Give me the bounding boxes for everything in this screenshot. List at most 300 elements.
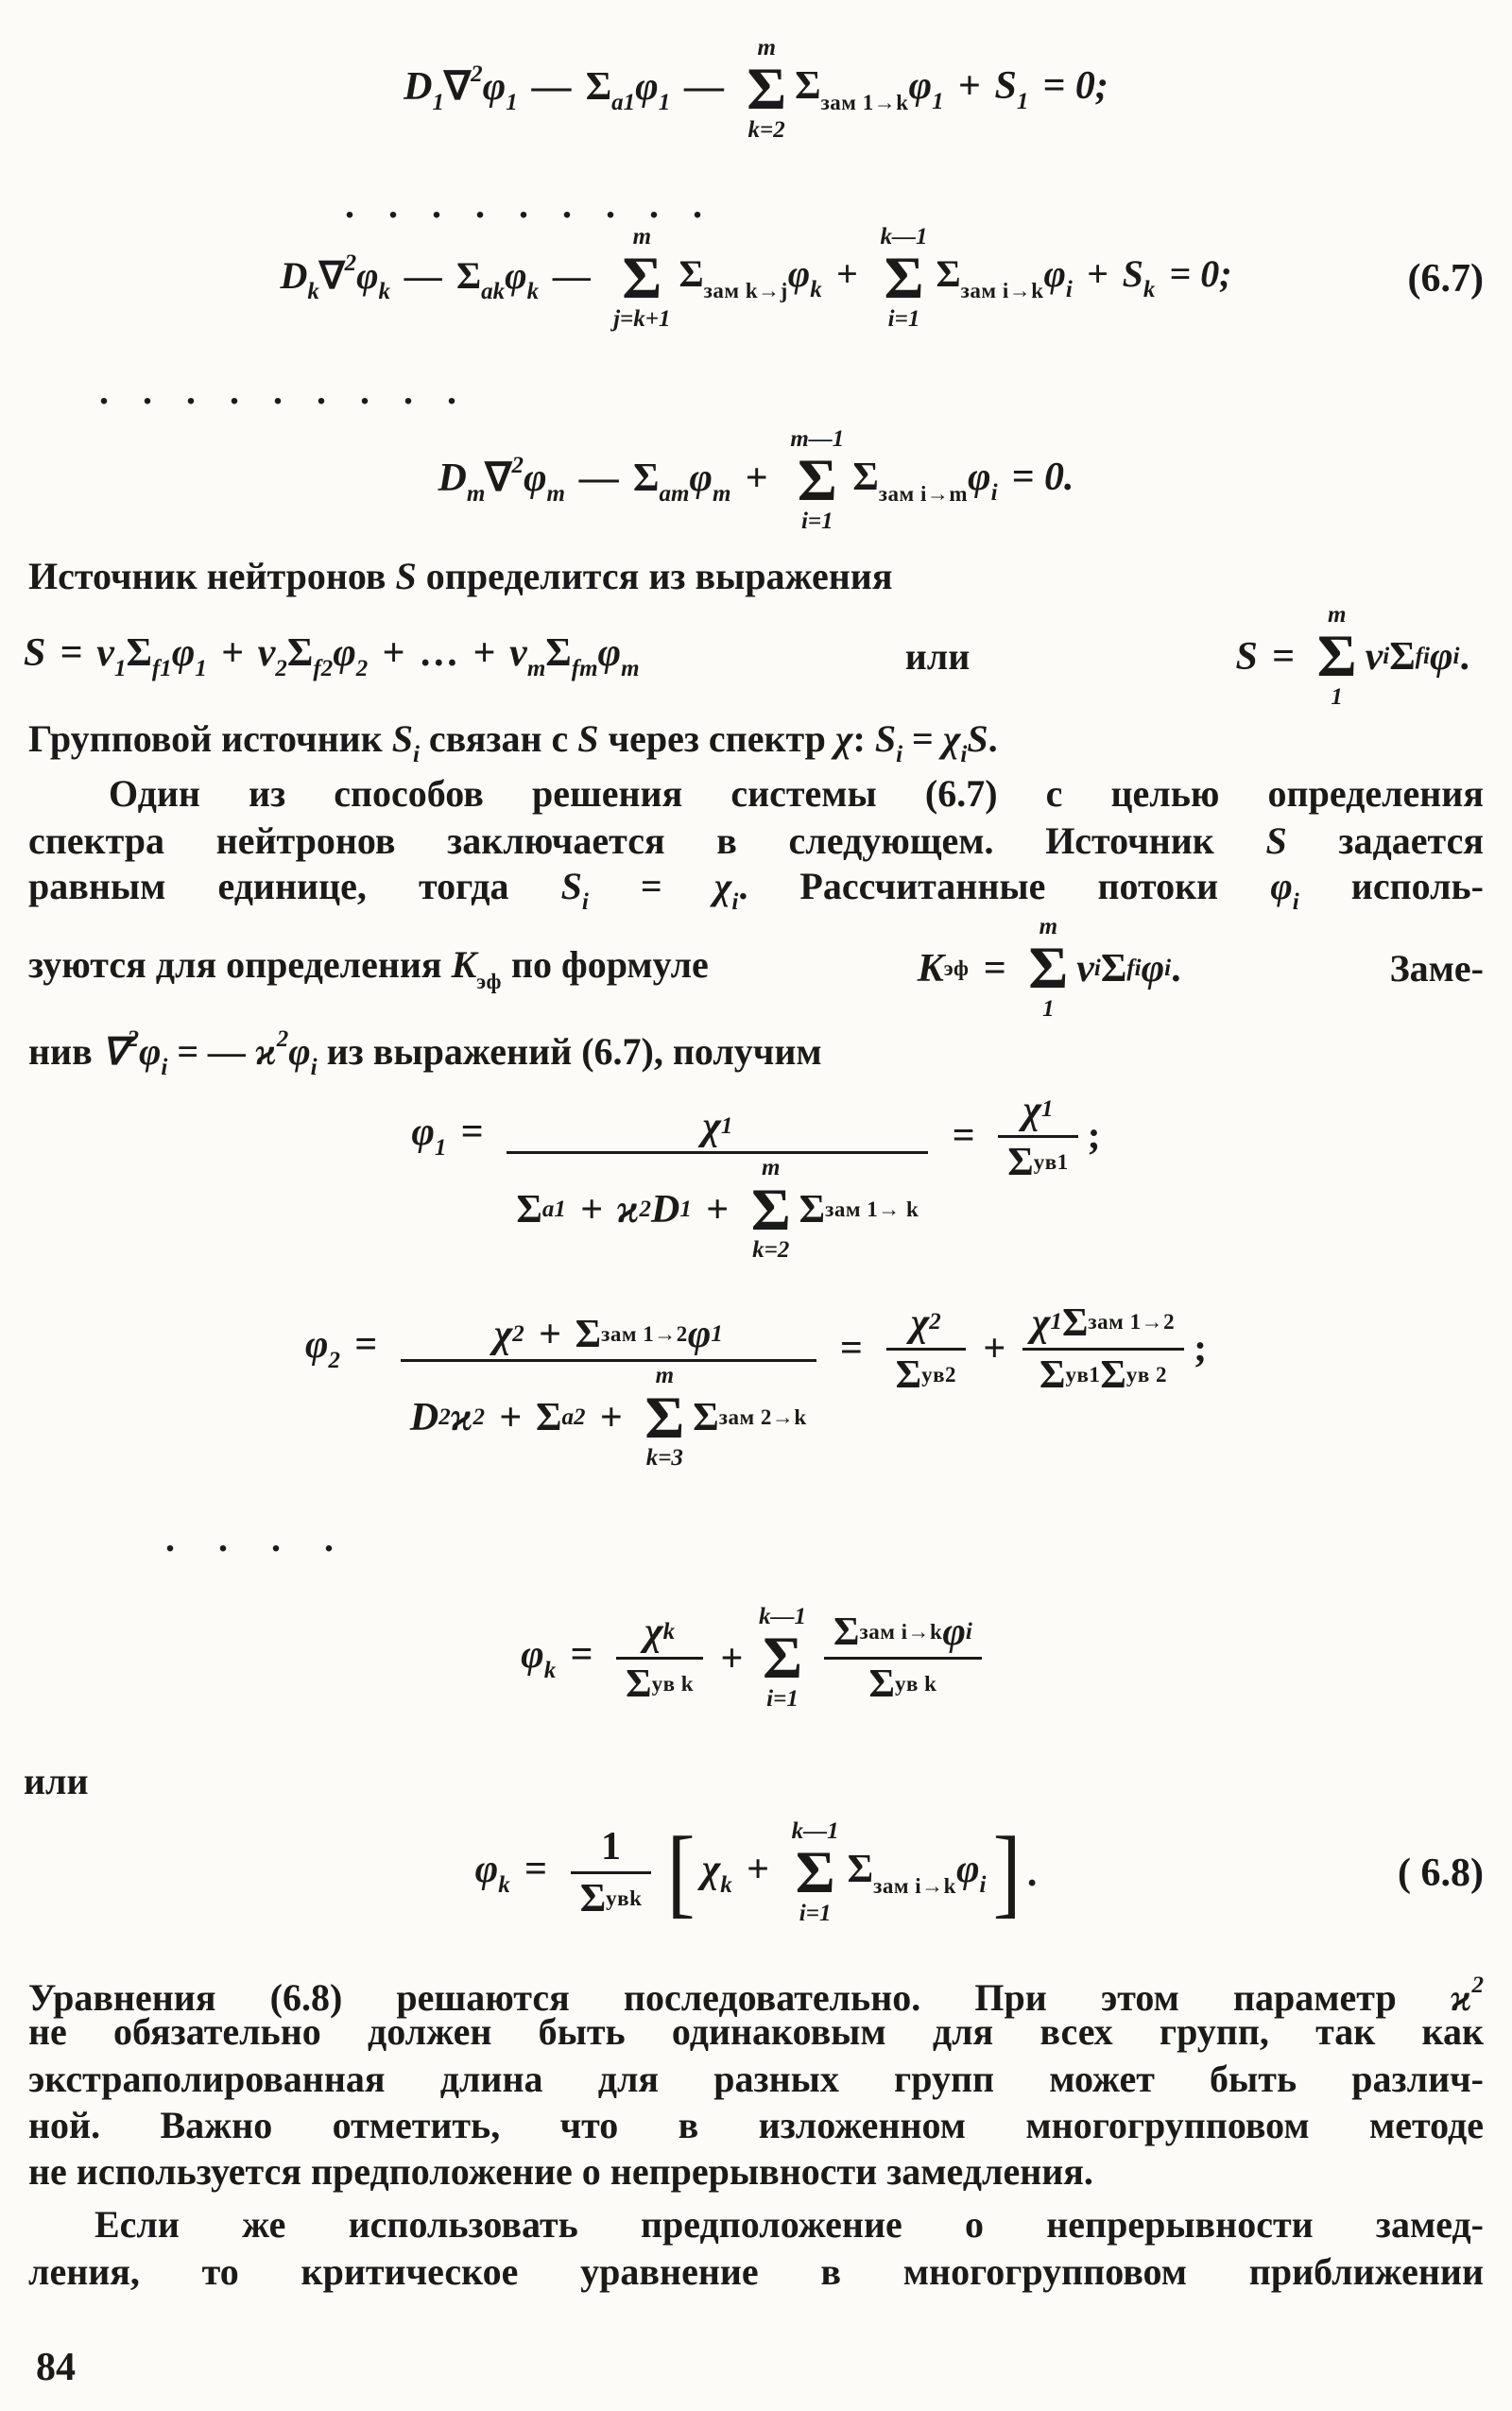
eq-end: = 0; [1042,63,1108,108]
fraction [616,1608,703,1710]
sub: i [1093,955,1101,981]
op-equals: = [60,631,83,676]
sub: fi [1415,643,1430,669]
sum-sigma: Σ [622,244,662,312]
equation-6-8 [28,1819,1484,1926]
eq68-lhs [475,1847,561,1900]
sub: i [1383,643,1390,669]
sigma-sym: Σ [847,1847,874,1891]
sub: m [466,481,486,508]
fraction-denominator [1030,1351,1177,1400]
phik-lhs [521,1632,607,1685]
ellipsis: … [419,631,459,676]
sigma-sym: Σ [936,252,961,296]
var-phi: φ [521,1632,544,1677]
eq1-lhs [404,61,738,117]
equation-group-last [0,427,1512,534]
sum-upper: m [632,224,652,250]
sum-sigma: Σ [797,446,837,514]
sub: 1 [658,90,671,116]
source-definition-text [28,554,1484,599]
var-phi: φ [505,254,527,298]
sub: k [498,1871,510,1898]
nabla-sym: ∇ [485,456,512,501]
var-S: S [395,555,417,597]
sub-uv: ув k [651,1672,695,1696]
eq2-mid [679,252,872,304]
text: : [852,717,875,760]
op-equals: = [902,717,943,760]
keff-formula [918,915,1181,1022]
sub: 1 [113,656,127,682]
word-ili: или [904,635,971,679]
paragraph-solution-line-3: экстраполированная длина для разных групп может быть различ- [28,2058,1484,2100]
sub: k [307,279,319,305]
op-minus: — [208,1030,247,1073]
sub: 2 [512,1320,524,1347]
sigma-sym: Σ [895,1352,922,1397]
sub-zam: зам 1→k [820,90,909,114]
keff-formula-line [28,915,1484,1022]
fraction-denominator [616,1660,703,1709]
sub: 1 [1040,1096,1054,1123]
op-equals: = [952,1114,975,1159]
eq-end: = 0. [1011,455,1074,499]
var-S: S [577,717,599,760]
fraction-numerator [485,1310,732,1359]
var-S: S [1122,252,1143,296]
op-equals: = [1271,634,1295,679]
sigma-sym: Σ [585,65,612,110]
sigma-sym: Σ [632,456,660,501]
sub: k [662,1618,676,1645]
sub-zam: зам 2→k [718,1404,807,1429]
sigma-sym: Σ [868,1662,895,1707]
sub: m [712,481,731,508]
op-plus: + [1086,252,1108,296]
big-sum [613,225,670,332]
op-equals: = [460,1111,484,1155]
fraction-denominator [998,1138,1077,1187]
eq-end: = 0; [1169,252,1232,296]
sum-upper: m [762,1155,781,1181]
var-phi: φ [482,65,507,110]
var-phi: φ [138,1030,162,1073]
eq-end: ; [1194,1327,1208,1371]
sum-upper: k—1 [880,224,928,250]
fraction-numerator [1013,1086,1062,1135]
big-sum [790,427,844,534]
op-equals: = [167,1030,209,1073]
sigma-sym: Σ [575,1313,602,1356]
var-S: S [967,717,988,760]
eq2-rhs [936,252,1232,304]
var-phi: φ [1270,865,1293,907]
sub-uv: ув1 [1065,1362,1101,1386]
sigma-sym: Σ [579,1877,607,1921]
left-bracket: [ [667,1817,696,1928]
right-bracket: ] [992,1817,1022,1928]
var-S: S [391,717,413,760]
sub: m [526,656,546,682]
sub: i [990,479,998,506]
var-chi: χ [701,1847,721,1891]
sub: 1 [1016,88,1029,114]
fraction [886,1299,966,1401]
sub: i [1452,643,1460,669]
var-D: D [409,1395,439,1439]
sub-zam: зам 1→2 [601,1321,688,1346]
sub: 1 [432,90,445,116]
sub: fi [1126,955,1142,981]
sub: k [1143,277,1156,303]
sub: m [621,656,640,682]
s-sum-compact [1235,603,1469,710]
big-sum [751,1156,791,1263]
sum-upper: m—1 [790,426,845,452]
sub: i [161,1055,168,1080]
sum-sigma: Σ [750,1175,791,1243]
sigma-sym: Σ [1061,1300,1089,1345]
sub-uv: увk [606,1886,643,1911]
sigma-sym: Σ [795,63,821,108]
sub: 1 [195,656,207,682]
sub: a2 [561,1404,586,1430]
sub: 1 [679,1196,692,1222]
fraction-numerator [592,1822,630,1871]
var-phi: φ [635,65,659,110]
fraction-denominator [401,1362,816,1472]
sigma-sym: Σ [1100,946,1127,990]
sum-lower: k=2 [752,1237,790,1264]
sub: i [310,1055,318,1080]
equation-number-6-7: (6.7) [1407,256,1484,301]
var-D: D [438,456,467,501]
text: спектра нейтронов заключается в следующем. Источник [28,819,1266,862]
var-kappa: ϰ [1450,1976,1472,2019]
var-phi: φ [171,631,196,676]
dots-separator-3: . . . . [165,1517,334,1559]
period: . [1171,946,1181,990]
sub: 1 [932,88,944,114]
text: Уравнения (6.8) решаются последовательно. При этом параметр [28,1976,1451,2019]
op-plus: + [835,252,858,296]
var-phi: φ [1141,946,1165,990]
var-K: K [917,946,944,990]
big-sum [881,225,928,332]
equation-group-first [0,36,1512,143]
sub: f2 [313,656,334,682]
sub-zam: зам k→j [703,279,788,303]
sigma-sym: Σ [1100,1352,1126,1397]
op-plus: + [720,1636,744,1680]
source-equation [24,603,1469,710]
fraction-denominator [886,1351,966,1400]
sub: ak [481,279,506,305]
s-sum-expanded [24,630,640,682]
sub: a1 [541,1196,566,1222]
sum-upper: k—1 [759,1604,807,1629]
sum-upper: m [655,1363,675,1389]
fraction [1022,1299,1184,1401]
period: . [988,717,998,760]
sub: i [1065,277,1073,303]
sub-zam: зам i→k [960,279,1044,303]
sub-zam: зам 1→2 [1088,1310,1176,1335]
op-equals: = [524,1847,547,1891]
group-source-text [28,716,1484,778]
sum-lower: k=3 [645,1445,683,1472]
sigma-sym: Σ [545,631,572,676]
eq3-lhs [438,453,782,508]
var-nu: ν [1076,946,1094,990]
sigma-sym: Σ [852,455,879,499]
sub: i [1292,889,1299,915]
var-S: S [1235,634,1258,679]
sub: i [960,742,968,767]
var-S: S [24,631,46,676]
sum-lower: j=k+1 [613,306,671,333]
big-sum [1317,603,1357,710]
sigma-sym: Σ [286,631,314,676]
var-chi: χ [1022,1088,1041,1132]
sub: 2 [438,1404,451,1430]
eq-end: ; [1087,1114,1101,1159]
sub: 2 [275,656,287,682]
var-D: D [280,254,308,298]
text: зуются для определения [28,943,452,987]
var-S: S [994,63,1017,108]
nabla-sym: ∇ [318,254,345,298]
var-phi: φ [333,631,356,676]
paragraph-solution-line-2: не обязательно должен быть одинаковым для всех групп, так как [28,2010,1484,2053]
text: по формуле [501,943,709,987]
var-chi: χ [834,717,853,760]
fraction [507,1102,928,1266]
sub-zam: зам 1→ k [825,1197,919,1221]
phi2-lhs [305,1322,391,1375]
var-phi: φ [597,631,622,676]
text: Заме- [1389,947,1484,990]
sum-sigma: Σ [884,244,924,312]
op-minus: — [553,254,592,298]
sub: i [731,889,739,915]
text: определится из выражения [416,555,893,597]
var-S: S [874,717,897,760]
text-with-keff [28,942,709,994]
var-chi: χ [493,1313,513,1356]
var-phi: φ [942,1610,966,1654]
sup: 2 [639,1196,652,1222]
sigma-sym: Σ [833,1610,860,1654]
paragraph-solution-line-4: ной. Важно отметить, что в изложенном многогрупповом методе [28,2104,1484,2146]
op-minus: — [404,254,443,298]
text: из выражений (6.7), получим [317,1030,822,1073]
sub: k [720,1871,732,1898]
eq1-rhs [795,63,1108,116]
op-equals: = [353,1323,377,1368]
var-phi: φ [687,1313,712,1356]
big-sum [792,1819,839,1926]
sup: 2 [511,453,524,479]
sub: k [543,1657,557,1683]
var-D: D [651,1187,680,1231]
fraction-numerator [693,1102,742,1151]
var-K: K [451,943,477,987]
eq68-inner-right [848,1847,987,1900]
sum-lower: i=1 [799,1901,832,1927]
var-phi: φ [304,1323,329,1368]
fraction-denominator [859,1660,946,1709]
sub-uv: ув 2 [1125,1362,1168,1386]
equation-number-6-8: ( 6.8) [1398,1851,1484,1895]
big-sum [759,1605,806,1712]
var-phi: φ [523,456,547,501]
var-phi: φ [1429,634,1453,679]
sub: m [546,481,565,508]
big-sum [1028,915,1068,1022]
sigma-sym: Σ [626,1662,652,1707]
sum-sigma: Σ [795,1838,835,1906]
op-plus: + [220,631,244,676]
phi2-equation [0,1267,1512,1472]
fraction-numerator [902,1299,951,1348]
sum-sigma: Σ [1316,622,1357,690]
sum-upper: m [1327,602,1347,628]
sub: am [659,481,690,508]
sup: 2 [472,1404,486,1430]
sup: 2 [276,1026,289,1052]
text: задается [1286,819,1484,862]
sigma-sym: Σ [799,1187,826,1231]
sigma-sym: Σ [1039,1352,1066,1397]
fraction [998,1086,1077,1188]
var-kappa: ϰ [616,1187,640,1231]
sub: f1 [151,656,172,682]
period: . [1026,1851,1038,1895]
sub: 1 [711,1320,723,1347]
sub: 2 [929,1309,941,1335]
sub-zam: зам i→k [873,1873,956,1898]
sub: k [526,279,540,305]
op-plus: + [745,456,768,501]
var-phi: φ [1043,252,1066,296]
var-chi: χ [1031,1300,1051,1345]
sup: 2 [471,61,483,88]
eq3-rhs [852,455,1074,508]
fraction-numerator [635,1608,684,1657]
sub: i [896,742,903,767]
sub: 1 [720,1112,733,1139]
var-kappa: ϰ [255,1030,277,1073]
var-phi: φ [787,252,811,296]
op-plus: + [705,1187,729,1231]
fraction-numerator [824,1608,982,1657]
sum-lower: k=2 [747,117,785,144]
op-plus: + [982,1327,1005,1371]
sub-uv: ув k [894,1672,937,1696]
var-chi: χ [702,1105,721,1148]
ili-connector: или [24,1760,89,1802]
sub: 2 [328,1348,340,1374]
eq2-lhs [280,250,605,306]
sub: 1 [506,90,518,116]
op-plus: + [579,1187,603,1231]
sum-lower: 1 [1042,996,1055,1023]
sub: k [378,279,391,305]
fraction [401,1310,816,1473]
sub: i [581,889,589,915]
var-chi: χ [910,1300,930,1345]
sub: 1 [1050,1309,1062,1335]
text: связан с [419,717,578,760]
fraction-numerator [1022,1299,1184,1348]
paragraph-method-line-2 [28,818,1484,864]
sup: 2 [1471,1972,1484,1998]
sub-zam: зам i→m [878,481,968,506]
paragraph-continuous-line-1: Если же использовать предположение о непрерывности замед- [94,2203,1484,2246]
op-plus: + [599,1395,623,1439]
sup: 2 [344,250,357,277]
sigma-sym: Σ [1389,634,1416,679]
var-S: S [1265,819,1287,862]
var-phi: φ [955,1847,980,1891]
op-equals: = [839,1327,863,1371]
eq68-inner-left [702,1847,783,1900]
sub-ef: эф [476,970,502,994]
sigma-sym: Σ [693,1395,719,1439]
var-D: D [404,65,433,110]
text: исполь- [1298,865,1484,907]
num-one: 1 [601,1824,622,1869]
op-equals: = [570,1632,593,1677]
sub-uv: ув1 [1033,1149,1069,1174]
phi1-lhs [411,1110,497,1162]
sub: fm [571,656,598,682]
sub: a1 [611,90,636,116]
paragraph-method-line-1: Один из способов решения системы (6.7) с целью определения [109,772,1484,815]
fraction [571,1822,652,1924]
text: равным единице, тогда [28,865,561,907]
sum-sigma: Σ [747,55,787,123]
nabla-sym: ∇ [444,65,472,110]
fraction-denominator [571,1874,652,1923]
page-number: 84 [36,2346,76,2389]
sum-lower: i=1 [766,1686,799,1713]
sub-uv: ув2 [921,1362,956,1386]
op-plus: + [538,1313,561,1356]
sigma-sym: Σ [456,254,482,298]
op-minus: — [578,456,619,501]
var-chi: χ [713,865,732,907]
op-minus: — [684,65,725,110]
sub: i [979,1871,987,1898]
paragraph-continuous-line-2: ления, то критическое уравнение в многогрупповом приближении [28,2250,1484,2293]
var-phi: φ [356,254,379,298]
sum-lower: i=1 [800,508,833,535]
var-nu: ν [96,631,114,676]
var-phi: φ [689,456,713,501]
big-sum [644,1364,684,1471]
sub: i [412,742,420,767]
sigma-sym: Σ [535,1395,562,1439]
period: . [1459,634,1469,679]
var-chi: χ [942,717,961,760]
op-equals: = [983,946,1006,990]
var-kappa: ϰ [450,1395,473,1439]
fraction [824,1608,982,1710]
phik-equation [0,1605,1512,1712]
